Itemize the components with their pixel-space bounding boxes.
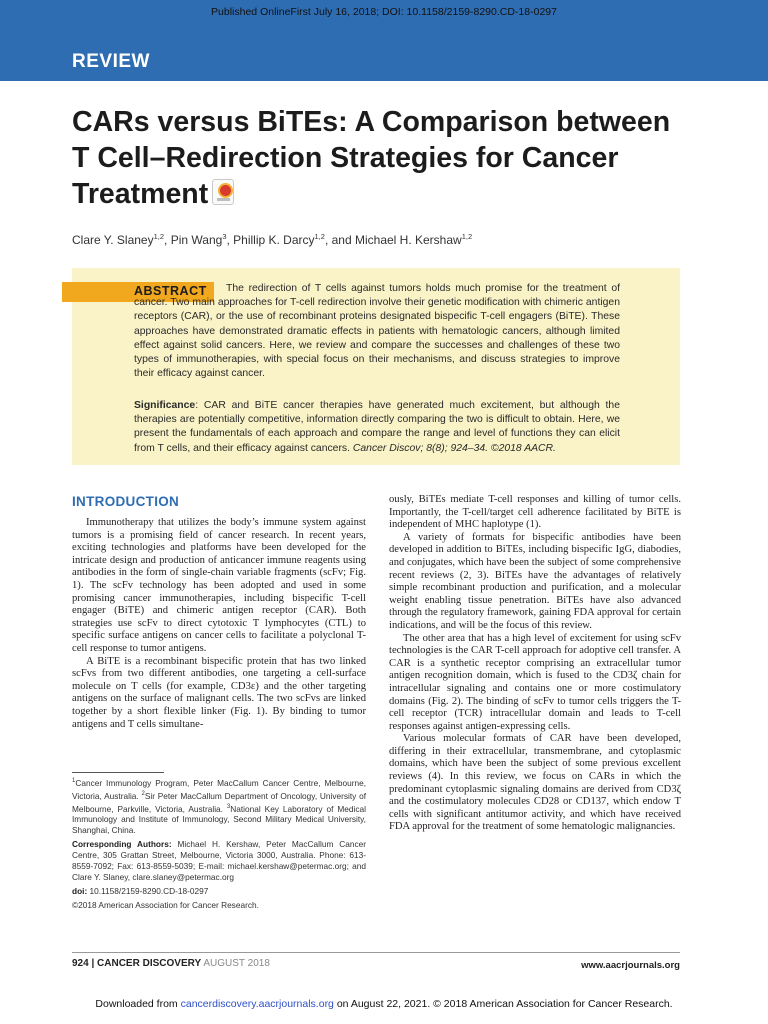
body-paragraph: Various molecular formats of CAR have been developed, differing in their extracellular, transmembrane, and cytoplasmic domains, which have been the subject of some previous excellent reviews (4). In this review, we focus on CARs in which the predominant cytoplasmic signaling domains are derived from CD3ζ and the costimulatory molecules CD28 or CD137, which endow T cells with significant antitumor activity, and which have received FDA approval for the treatment of some hematologic malignancies.	[389, 733, 681, 833]
published-line: Published OnlineFirst July 16, 2018; DOI: 10.1158/2159-8290.CD-18-0297	[211, 6, 557, 18]
significance-paragraph	[134, 399, 620, 456]
left-column	[72, 494, 366, 731]
author-separator: ,	[164, 233, 171, 247]
author-name: Phillip K. Darcy	[233, 233, 315, 247]
author-affiliation: 3	[222, 232, 227, 241]
corresponding-text: Michael H. Kershaw, Peter MacCallum Cancer Centre, 305 Grattan Street, Melbourne, Victoria 3000, Australia. Phone: 613-8559-7092; Fax: 613-8559-5039; E-mail: michael.kershaw@petermac.org; and Clare Y. Slaney, clare.slaney@petermac.org	[72, 839, 366, 883]
affiliation-marker: 3	[226, 803, 231, 810]
footnote-rule	[72, 772, 164, 773]
affiliation-text: National Key Laboratory of Medical Immunology and Institute of Immunology, Second Military Medical University, Shanghai, China.	[72, 803, 366, 836]
author-separator: ,	[226, 233, 234, 247]
section-label: REVIEW	[72, 51, 150, 72]
author-affiliation: 1,2	[461, 232, 473, 241]
author-affiliation: 1,2	[314, 232, 325, 241]
corresponding-authors	[72, 839, 366, 883]
download-notice	[80, 999, 688, 1010]
article-title-text: CARs versus BiTEs: A Comparison between T Cell–Redirection Strategies for Cancer Treatment	[72, 106, 671, 210]
author-separator: , and	[324, 233, 355, 247]
download-suffix: on August 22, 2021. © 2018 American Association for Cancer Research.	[333, 998, 673, 1010]
doi-text: 10.1158/2159-8290.CD-18-0297	[87, 886, 209, 897]
check-for-updates-icon[interactable]	[212, 179, 234, 205]
affiliation-text: Cancer Immunology Program, Peter MacCallum Cancer Centre, Melbourne, Victoria, Australia.	[72, 777, 366, 801]
body-paragraph: A variety of formats for bispecific antibodies have been developed in addition to BiTEs, including bispecific IgG, diabodies, and conjugates, which have been the subject of some comprehensive recent reviews (2, 3). BiTEs have the advantages of relatively simple recombinant production and purification, and a molecular weight enabling tissue penetration. BiTEs have also advanced through the regulatory framework, gaining FDA approval for certain indications, and will be the focus of this review.	[389, 531, 681, 631]
corresponding-label: Corresponding Authors:	[72, 839, 172, 850]
copyright-line: ©2018 American Association for Cancer Research.	[72, 900, 259, 911]
body-paragraph: Immunotherapy that utilizes the body’s immune system against tumors is a promising field of cancer research. In recent years, exciting technologies and platforms have been developed for the intricate design and production of anticancer immune reagents using antibodies in the form of single-chain variable fragments (scFv; Fig. 1). The scFv technology has been adopted and used in some promising cancer immunotherapies, including bispecific T-cell engager (BiTE) and chimeric antigen receptor (CAR). Both strategies use scFv to direct cytotoxic T lymphocytes (CTL) to specific surface antigens on cancer cells to facilitate a polyclonal T-cell response to tumor antigens.	[72, 517, 366, 654]
download-link[interactable]: cancerdiscovery.aacrjournals.org	[180, 998, 334, 1010]
issue-date: AUGUST 2018	[203, 958, 270, 969]
body-paragraph: A BiTE is a recombinant bispecific protein that has two linked scFvs from two different antibodies, one targeting a cell-surface molecule on T cells (for example, CD3ε) and the other targeting antigens on the surface of malignant cells. The two scFvs are linked together by a short flexible linker (Fig. 1). By binding to tumor antigens and T cells simultane-	[72, 655, 366, 730]
abstract-label: ABSTRACT	[134, 284, 207, 298]
page-number: 924	[72, 958, 89, 969]
author-name: Pin Wang	[170, 233, 223, 247]
journal-name: CANCER DISCOVERY	[97, 958, 202, 969]
footer-left	[72, 958, 270, 969]
footer-separator: |	[88, 958, 98, 969]
author-name: Clare Y. Slaney	[72, 233, 154, 247]
affiliations	[72, 776, 366, 836]
abstract-text: The redirection of T cells against tumors holds much promise for the treatment of cancer. Two main approaches for T-cell redirection involve their genetic modification with chimeric antigen receptors (CAR), or the use of recombinant proteins designated bispecific T-cell engagers (BiTE). These approaches have demonstrated dramatic effects in patients with hematologic cancers, although limited effect against solid cancers. Here, we review and compare the successes and challenges of these two types of immunotherapies, with special focus on their mechanisms, and discuss strategies to improve their efficacy against cancer.	[134, 283, 620, 380]
section-heading-introduction: INTRODUCTION	[72, 494, 180, 509]
significance-text: : CAR and BiTE cancer therapies have generated much excitement, but although the therapies are potentially competitive, information directly comparing the two is difficult to obtain. Here, we present the fundamentals of each approach and compare the range and level of functions they can elicit from T cells, and their efficacy against cancers.	[134, 400, 620, 454]
footnotes	[72, 776, 366, 914]
body-paragraph: The other area that has a high level of excitement for using scFv technologies is the CAR T-cell approach for adoptive cell transfer. A CAR is a synthetic receptor comprising an extracellular tumor antigen recognition domain, which is fused to the CD3ζ chain for intracellular signaling and contains one or more costimulatory domains (Fig. 2). The binding of scFv to tumor cells triggers the T-cell receptor (TCR) intracellular domain and leads to T-cell responses against antigen-expressing cells.	[389, 632, 681, 732]
right-column	[389, 494, 681, 834]
article-title	[72, 104, 692, 212]
author-affiliation: 1,2	[153, 232, 165, 241]
affiliation-marker: 2	[141, 790, 145, 797]
body-paragraph: ously, BiTEs mediate T-cell responses and killing of tumor cells. Importantly, the T-cell/target cell adherence facilitated by BiTE is independent of MHC haplotype (1).	[389, 494, 681, 531]
citation: Cancer Discov; 8(8); 924–34. ©2018 AACR.	[352, 442, 556, 454]
affiliation-text: Sir Peter MacCallum Department of Oncology, University of Melbourne, Parkville, Victoria, Australia.	[72, 790, 366, 814]
affiliation-marker: 1	[72, 778, 76, 784]
author-name: Michael H. Kershaw	[354, 233, 462, 247]
footer-rule	[72, 952, 680, 953]
doi-label: doi:	[72, 886, 88, 897]
download-prefix: Downloaded from	[95, 998, 181, 1010]
author-list	[72, 232, 472, 247]
significance-label: Significance	[134, 400, 196, 411]
doi-line	[72, 886, 366, 897]
journal-website[interactable]: www.aacrjournals.org	[581, 960, 680, 971]
